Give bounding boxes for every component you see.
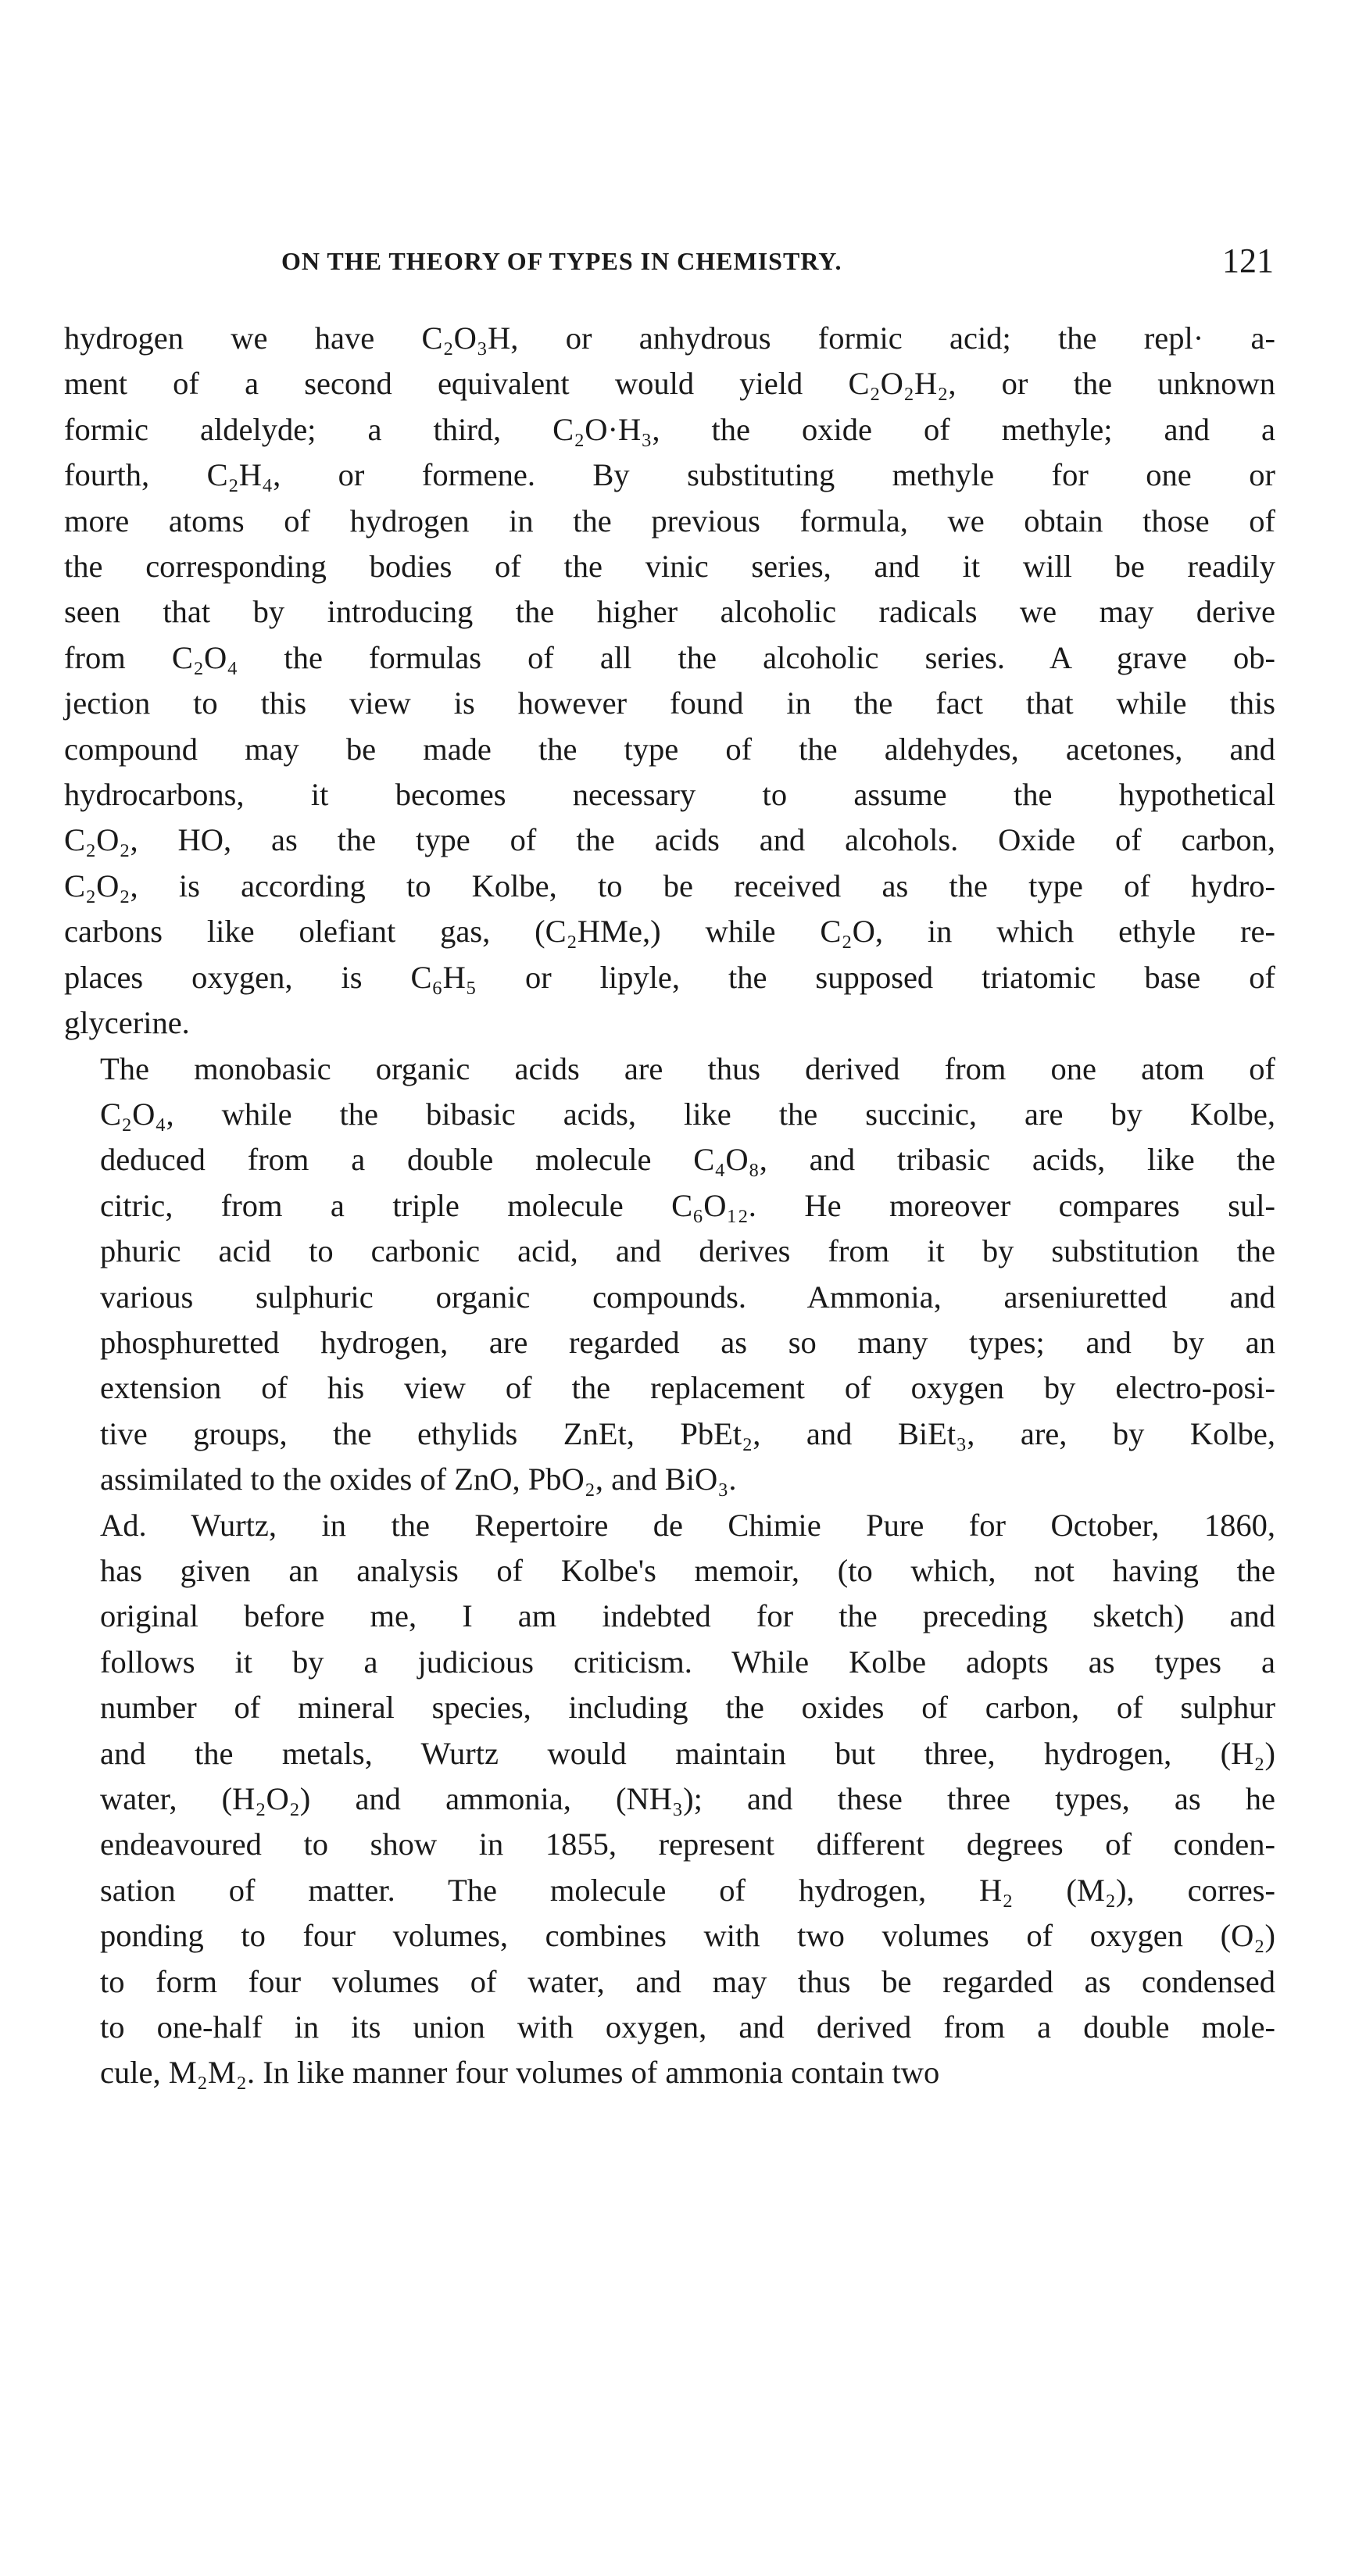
running-head (281, 242, 1274, 291)
text-line: and the metals, Wurtz would maintain but three, hydrogen, (H₂) (100, 1735, 1275, 1771)
text-line: places oxygen, is C₆H₅ or lipyle, the supposed triatomic base of (64, 959, 1275, 995)
body-text (64, 316, 1275, 2096)
text-line: hydrogen we have C₂O₃H, or anhydrous formic acid; the repl· a- (64, 320, 1275, 356)
text-line: Ad. Wurtz, in the Repertoire de Chimie Pure for October, 1860, (100, 1507, 1275, 1543)
text-line: C₂O₄, while the bibasic acids, like the succinic, are by Kolbe, (100, 1096, 1275, 1132)
text-line: various sulphuric organic compounds. Ammonia, arseniuretted and (100, 1279, 1275, 1315)
paragraph (64, 1046, 1275, 1503)
text-line: deduced from a double molecule C₄O₈, and tribasic acids, like the (100, 1142, 1275, 1178)
text-line: citric, from a triple molecule C₆O₁₂. He moreover compares sul- (100, 1187, 1275, 1223)
text-line: more atoms of hydrogen in the previous formula, we obtain those of (64, 503, 1275, 538)
text-line: sation of matter. The molecule of hydrogen, H₂ (M₂), corres- (100, 1872, 1275, 1908)
text-line: assimilated to the oxides of ZnO, PbO₂, and BiO₃. (100, 1462, 737, 1497)
running-head-title: ON THE THEORY OF TYPES IN CHEMISTRY. (281, 247, 842, 275)
text-line: hydrocarbons, it becomes necessary to assume the hypothetical (64, 777, 1275, 813)
text-line: endeavoured to show in 1855, represent different degrees of conden- (100, 1826, 1275, 1862)
paragraph (64, 1503, 1275, 2096)
text-line: tive groups, the ethylids ZnEt, PbEt₂, and BiEt₃, are, by Kolbe, (100, 1415, 1275, 1451)
text-line: seen that by introducing the higher alcoholic radicals we may derive (64, 594, 1275, 630)
text-line: fourth, C₂H₄, or formene. By substituting methyle for one or (64, 457, 1275, 493)
text-line: formic aldelyde; a third, C₂O·H₃, the oxide of methyle; and a (64, 411, 1275, 447)
text-line: phuric acid to carbonic acid, and derives from it by substitution the (100, 1233, 1275, 1269)
text-line: glycerine. (64, 1005, 190, 1041)
text-line: The monobasic organic acids are thus derived from one atom of (100, 1050, 1275, 1086)
text-line: to one-half in its union with oxygen, and derived from a double mole- (100, 2009, 1275, 2045)
text-line: has given an analysis of Kolbe's memoir, (to which, not having the (100, 1552, 1275, 1588)
text-line: water, (H₂O₂) and ammonia, (NH₃); and these three types, as he (100, 1781, 1275, 1816)
text-line: C₂O₂, is according to Kolbe, to be received as the type of hydro- (64, 868, 1275, 903)
text-line: phosphuretted hydrogen, are regarded as so many types; and by an (100, 1324, 1275, 1360)
page-number: 121 (1222, 242, 1274, 280)
text-line: jection to this view is however found in the fact that while this (64, 685, 1275, 721)
text-line: original before me, I am indebted for the preceding sketch) and (100, 1598, 1275, 1634)
text-line: ment of a second equivalent would yield C₂O₂H₂, or the unknown (64, 366, 1275, 402)
text-line: C₂O₂, HO, as the type of the acids and alcohols. Oxide of carbon, (64, 822, 1275, 858)
text-line: the corresponding bodies of the vinic series, and it will be readily (64, 549, 1275, 585)
text-line: ponding to four volumes, combines with two volumes of oxygen (O₂) (100, 1918, 1275, 1954)
text-line: from C₂O₄ the formulas of all the alcoholic series. A grave ob- (64, 639, 1275, 675)
text-line: extension of his view of the replacement of oxygen by electro-posi- (100, 1370, 1275, 1406)
text-line: cule, M₂M₂. In like manner four volumes of ammonia contain two (100, 2055, 940, 2091)
text-line: to form four volumes of water, and may thus be regarded as condensed (100, 1963, 1275, 1999)
text-line: carbons like olefiant gas, (C₂HMe,) while C₂O, in which ethyle re- (64, 914, 1275, 950)
paragraph (64, 316, 1275, 1046)
text-line: compound may be made the type of the aldehydes, acetones, and (64, 731, 1275, 767)
text-line: number of mineral species, including the oxides of carbon, of sulphur (100, 1690, 1275, 1726)
text-line: follows it by a judicious criticism. While Kolbe adopts as types a (100, 1644, 1275, 1680)
